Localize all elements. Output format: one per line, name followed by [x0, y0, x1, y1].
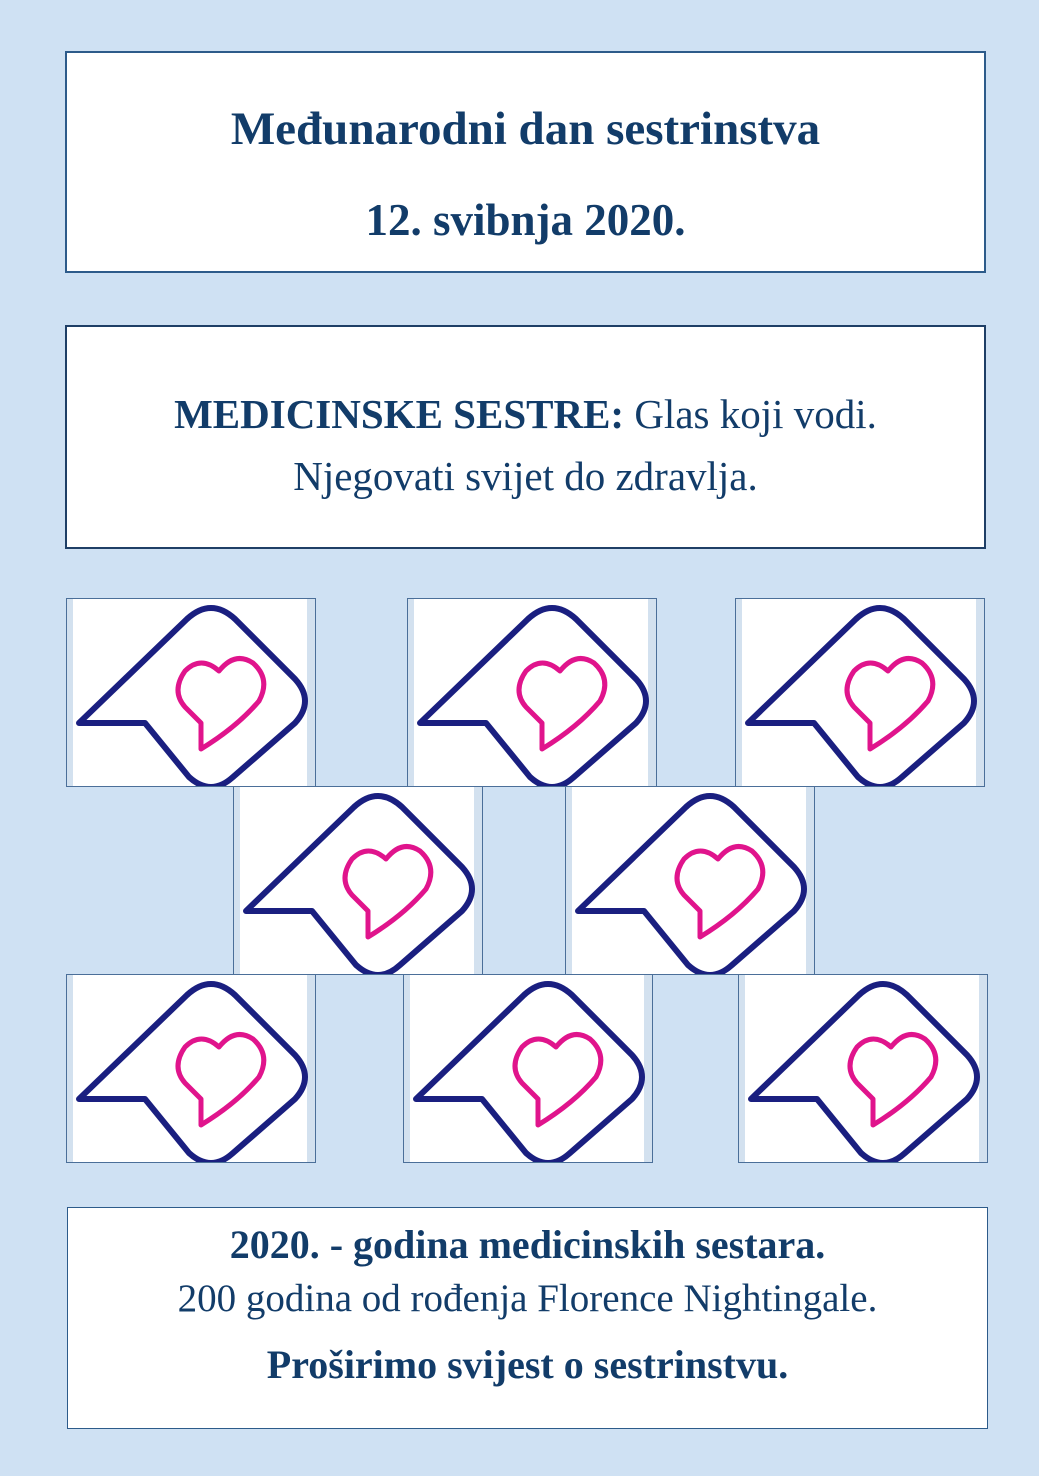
- logo-tile: [66, 598, 316, 787]
- logo-tile: [565, 786, 815, 975]
- speech-bubble-outline: [578, 796, 804, 975]
- logo-tile: [735, 598, 985, 787]
- logo-tile: [403, 974, 653, 1163]
- event-date: 12. svibnja 2020.: [365, 195, 686, 245]
- speech-bubble-heart-icon: [566, 787, 815, 975]
- title-box: [65, 51, 986, 273]
- slogan-rest: Glas koji vodi.: [624, 391, 877, 437]
- heart-icon: [519, 659, 605, 750]
- speech-bubble-heart-icon: [234, 787, 483, 975]
- speech-bubble-outline: [416, 984, 642, 1163]
- footer-anniversary: 200 godina od rođenja Florence Nightingale.: [177, 1277, 878, 1320]
- logo-tile: [233, 786, 483, 975]
- slogan-box: [65, 325, 986, 549]
- heart-icon: [515, 1035, 601, 1126]
- slogan-text: [67, 383, 984, 507]
- speech-bubble-heart-icon: [67, 975, 316, 1163]
- heart-icon: [847, 659, 933, 750]
- speech-bubble-heart-icon: [736, 599, 985, 787]
- heart-icon: [178, 659, 264, 750]
- heart-icon: [345, 847, 431, 938]
- footer-call-to-action: Proširimo svijest o sestrinstvu.: [266, 1342, 789, 1387]
- speech-bubble-heart-icon: [67, 599, 316, 787]
- speech-bubble-outline: [751, 984, 977, 1163]
- speech-bubble-heart-icon: [404, 975, 653, 1163]
- heart-icon: [677, 847, 763, 938]
- speech-bubble-outline: [79, 984, 305, 1163]
- speech-bubble-outline: [748, 608, 974, 787]
- heart-icon: [850, 1035, 936, 1126]
- speech-bubble-heart-icon: [739, 975, 988, 1163]
- speech-bubble-outline: [420, 608, 646, 787]
- page-title: Međunarodni dan sestrinstva: [230, 103, 821, 155]
- logo-tile: [407, 598, 657, 787]
- slogan-line-1: [67, 383, 984, 445]
- logo-tile: [66, 974, 316, 1163]
- heart-icon: [178, 1035, 264, 1126]
- footer-headline: 2020. - godina medicinskih sestara.: [229, 1222, 826, 1267]
- logo-tile: [738, 974, 988, 1163]
- slogan-line-2: Njegovati svijet do zdravlja.: [293, 453, 758, 499]
- speech-bubble-outline: [246, 796, 472, 975]
- footer-box: [67, 1207, 988, 1429]
- speech-bubble-outline: [79, 608, 305, 787]
- speech-bubble-heart-icon: [408, 599, 657, 787]
- slogan-bold: MEDICINSKE SESTRE:: [174, 391, 625, 437]
